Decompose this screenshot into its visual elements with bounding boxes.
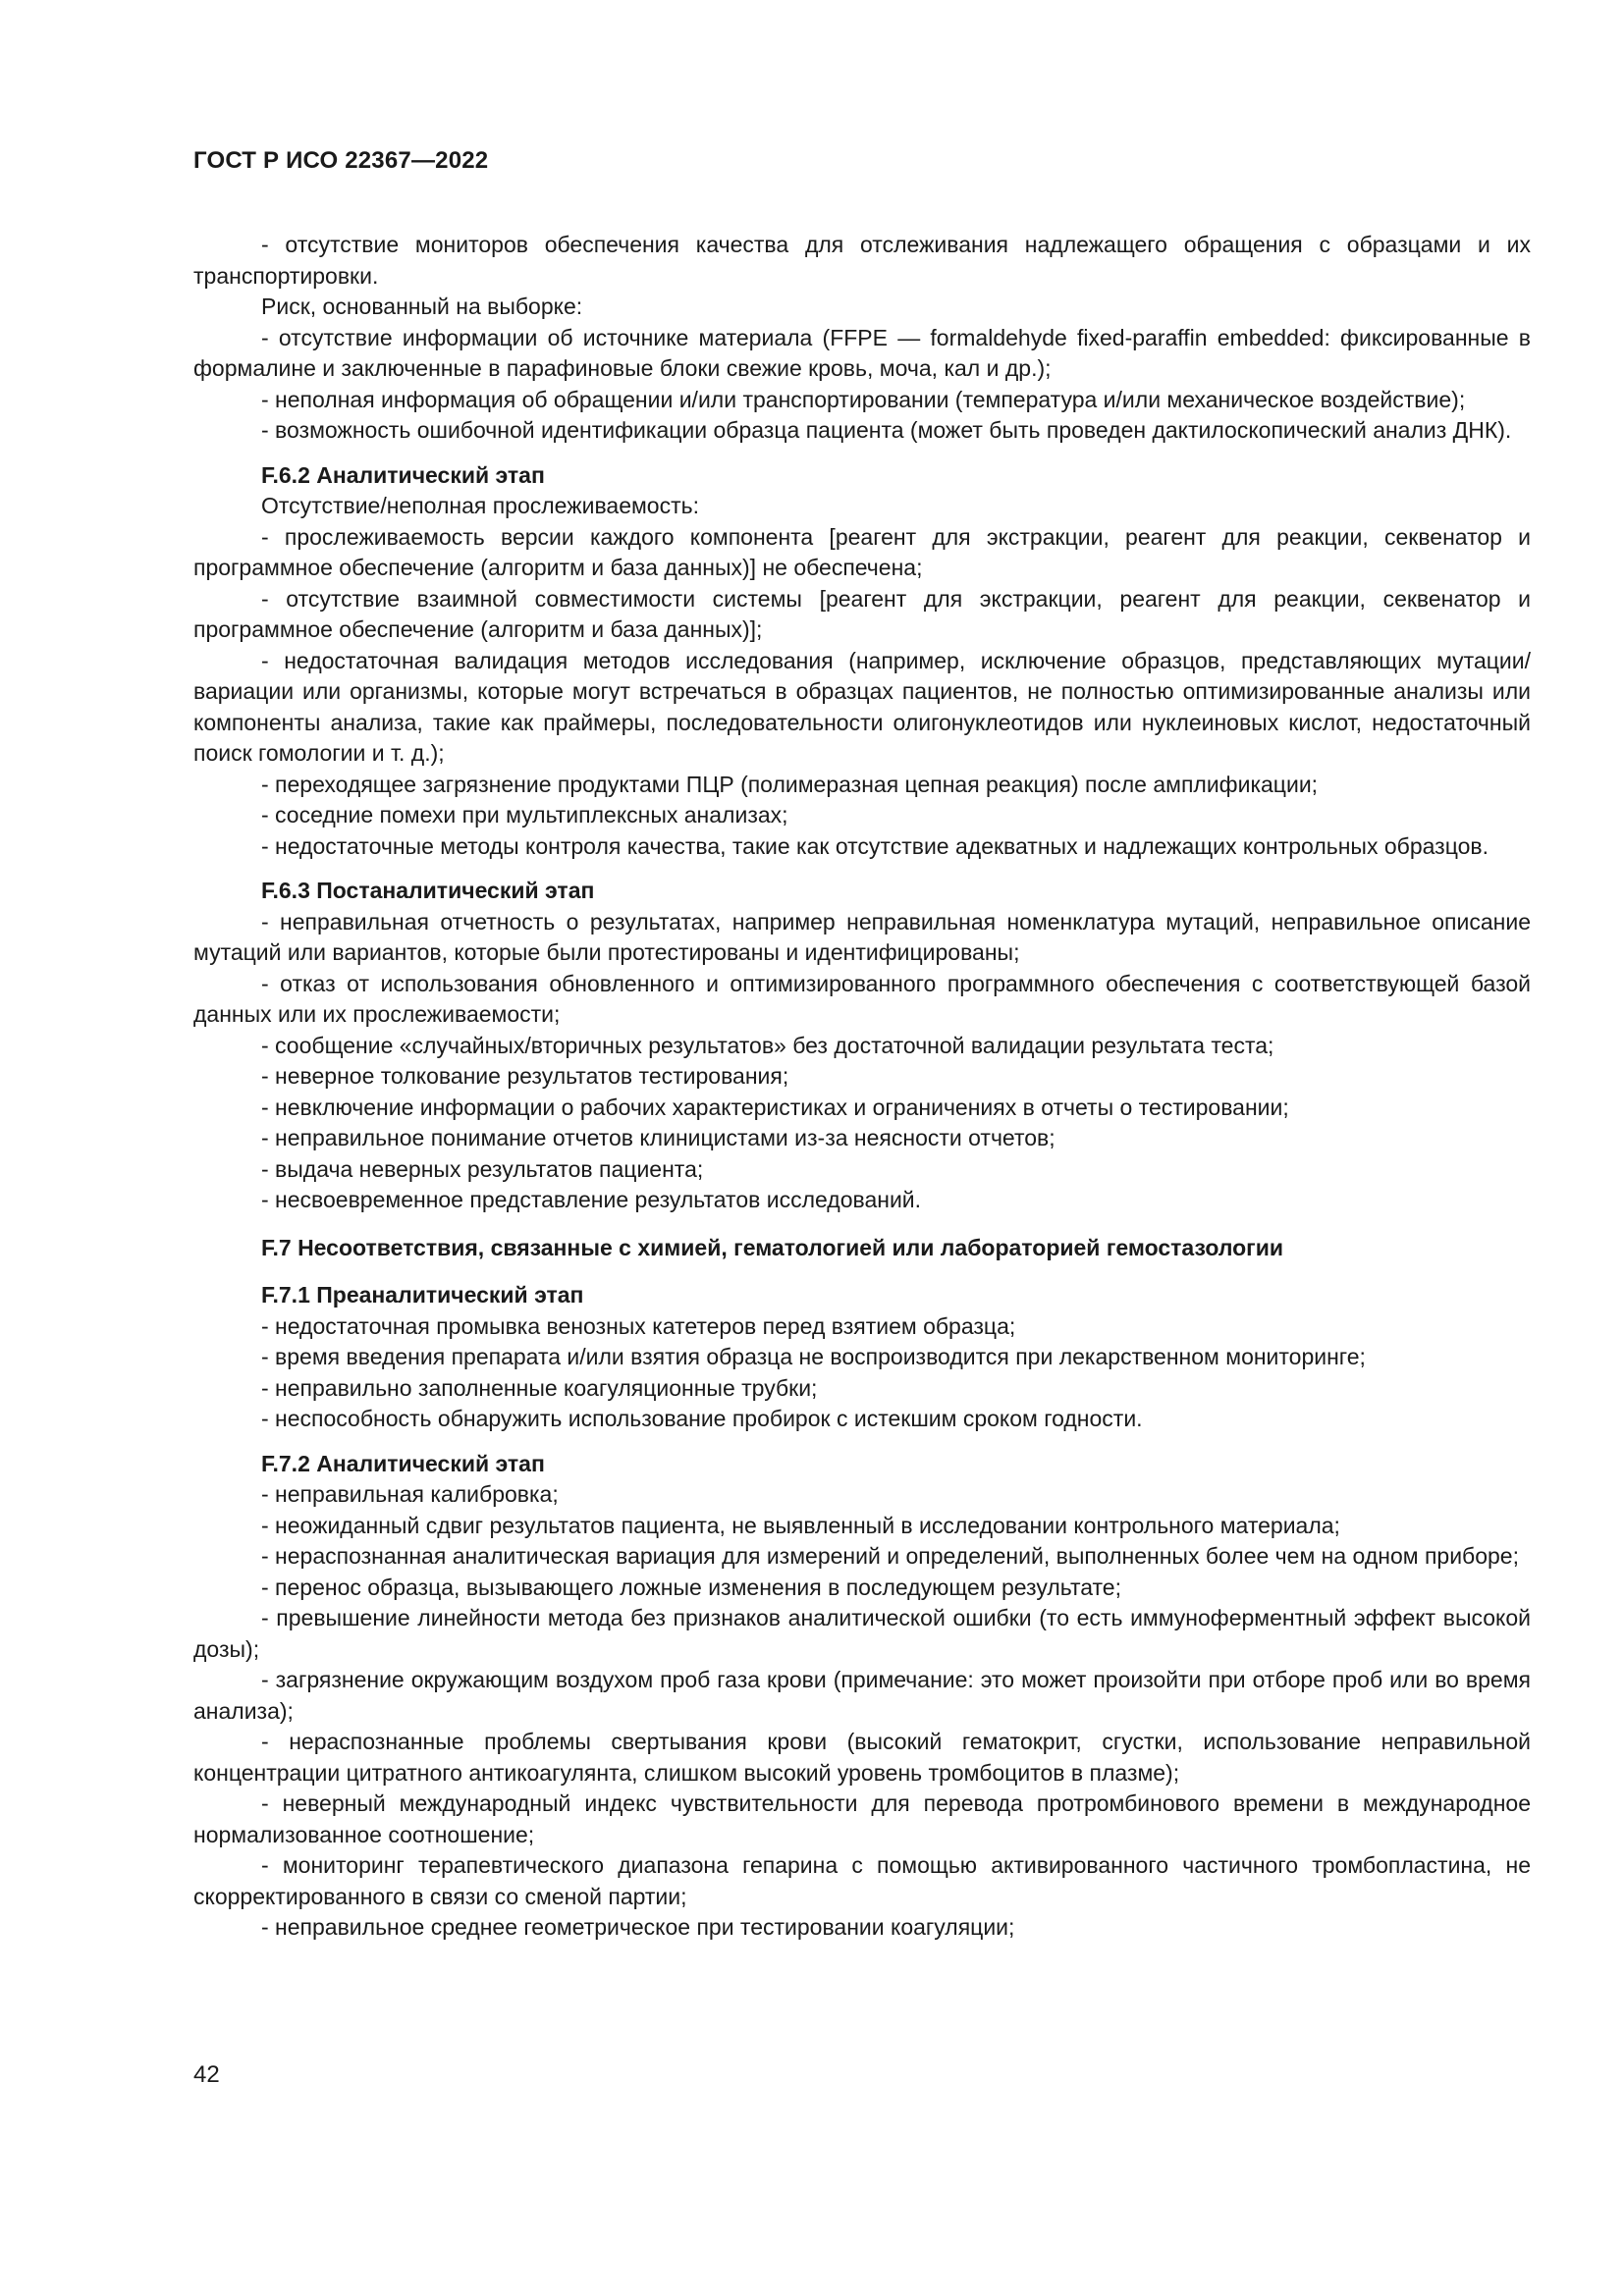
paragraph: - отсутствие мониторов обеспечения качества для отслеживания надлежащего обращения с образцами и их транспортировки. bbox=[193, 232, 1531, 289]
paragraph: - неправильная калибровка; bbox=[261, 1481, 559, 1507]
paragraph: - недостаточная валидация методов исследования (например, исключение образцов, представляющих мутации/вариации или организмы, которые могут встречаться в образцах пациентов, не полностью оптимизированные анализы или компоненты анализа, такие как праймеры, последовательности олигонуклеотидов или нуклеиновых кислот, недостаточный поиск гомологии и т. д.); bbox=[193, 647, 1531, 766]
paragraph: - переходящее загрязнение продуктами ПЦР (полимеразная цепная реакция) после амплификации; bbox=[261, 771, 1319, 797]
paragraph: - соседние помехи при мультиплексных анализах; bbox=[261, 802, 788, 828]
paragraph: - отсутствие информации об источнике материала (FFPE — formaldehyde fixed-paraffin embedded: фиксированные в формалине и заключенные в парафиновые блоки свежие кровь, моча, кал и др.); bbox=[193, 324, 1531, 381]
paragraph: - возможность ошибочной идентификации образца пациента (может быть проведен дактилоскопический анализ ДНК). bbox=[261, 417, 1512, 443]
paragraph: - время введения препарата и/или взятия образца не воспроизводится при лекарственном мониторинге; bbox=[261, 1344, 1366, 1369]
section-heading-f72: F.7.2 Аналитический этап bbox=[261, 1450, 545, 1476]
paragraph: - неверный международный индекс чувствительности для перевода протромбинового времени в международное нормализованное соотношение; bbox=[193, 1790, 1531, 1847]
paragraph: - загрязнение окружающим воздухом проб газа крови (примечание: это может произойти при отборе проб или во время анализа); bbox=[193, 1667, 1531, 1724]
paragraph: - сообщение «случайных/вторичных результатов» без достаточной валидации результата теста; bbox=[261, 1032, 1274, 1058]
paragraph: - отказ от использования обновленного и оптимизированного программного обеспечения с соответствующей базой данных или их прослеживаемости; bbox=[193, 970, 1531, 1027]
paragraph: - выдача неверных результатов пациента; bbox=[261, 1155, 704, 1182]
paragraph: - неспособность обнаружить использование пробирок с истекшим сроком годности. bbox=[261, 1406, 1143, 1431]
document-body bbox=[193, 230, 1531, 1944]
paragraph: - недостаточная промывка венозных катетеров перед взятием образца; bbox=[261, 1312, 1016, 1339]
paragraph: - прослеживаемость версии каждого компонента [реагент для экстракции, реагент для реакции, секвенатор и программное обеспечение (алгоритм и база данных)] не обеспечена; bbox=[193, 523, 1531, 580]
paragraph: - отсутствие взаимной совместимости системы [реагент для экстракции, реагент для реакции, секвенатор и программное обеспечение (алгоритм и база данных)]; bbox=[193, 585, 1531, 642]
document-header: ГОСТ Р ИСО 22367—2022 bbox=[193, 147, 489, 174]
paragraph: - невключение информации о рабочих характеристиках и ограничениях в отчеты о тестировании; bbox=[261, 1094, 1289, 1120]
paragraph: - неполная информация об обращении и/или транспортировании (температура и/или механическое воздействие); bbox=[261, 386, 1466, 412]
paragraph: Риск, основанный на выборке: bbox=[261, 294, 583, 319]
paragraph: - мониторинг терапевтического диапазона гепарина с помощью активированного частичного тромбопластина, не скорректированного в связи со сменой партии; bbox=[193, 1852, 1531, 1909]
paragraph: - неправильное среднее геометрическое при тестировании коагуляции; bbox=[261, 1914, 1015, 1940]
paragraph: Отсутствие/неполная прослеживаемость: bbox=[261, 493, 699, 518]
section-heading-f62: F.6.2 Аналитический этап bbox=[261, 461, 545, 488]
paragraph: - нераспознанная аналитическая вариация для измерений и определений, выполненных более чем на одном приборе; bbox=[261, 1543, 1519, 1569]
paragraph: - неправильное понимание отчетов клиницистами из-за неясности отчетов; bbox=[261, 1125, 1056, 1150]
paragraph: - неправильная отчетность о результатах, например неправильная номенклатура мутаций, неправильное описание мутаций или вариантов, которые были протестированы и идентифицированы; bbox=[193, 908, 1531, 965]
paragraph: - неожиданный сдвиг результатов пациента, не выявленный в исследовании контрольного материала; bbox=[261, 1512, 1340, 1538]
section-heading-f63: F.6.3 Постаналитический этап bbox=[261, 878, 595, 903]
paragraph: - недостаточные методы контроля качества, такие как отсутствие адекватных и надлежащих контрольных образцов. bbox=[261, 832, 1489, 859]
paragraph: - превышение линейности метода без признаков аналитической ошибки (то есть иммуноферментный эффект высокой дозы); bbox=[193, 1605, 1531, 1662]
section-heading-f71: F.7.1 Преаналитический этап bbox=[261, 1282, 584, 1308]
paragraph: - перенос образца, вызывающего ложные изменения в последующем результате; bbox=[261, 1574, 1121, 1600]
paragraph: - нераспознанные проблемы свертывания крови (высокий гематокрит, сгустки, использование неправильной концентрации цитратного антикоагулянта, слишком высокий уровень тромбоцитов в плазме); bbox=[193, 1729, 1531, 1786]
page-number: 42 bbox=[193, 2061, 220, 2088]
paragraph: - неправильно заполненные коагуляционные трубки; bbox=[261, 1374, 818, 1401]
section-heading-f7: F.7 Несоответствия, связанные с химией, гематологией или лабораторией гемостазологии bbox=[261, 1234, 1284, 1260]
paragraph: - несвоевременное представление результатов исследований. bbox=[261, 1187, 922, 1212]
paragraph: - неверное толкование результатов тестирования; bbox=[261, 1063, 789, 1089]
